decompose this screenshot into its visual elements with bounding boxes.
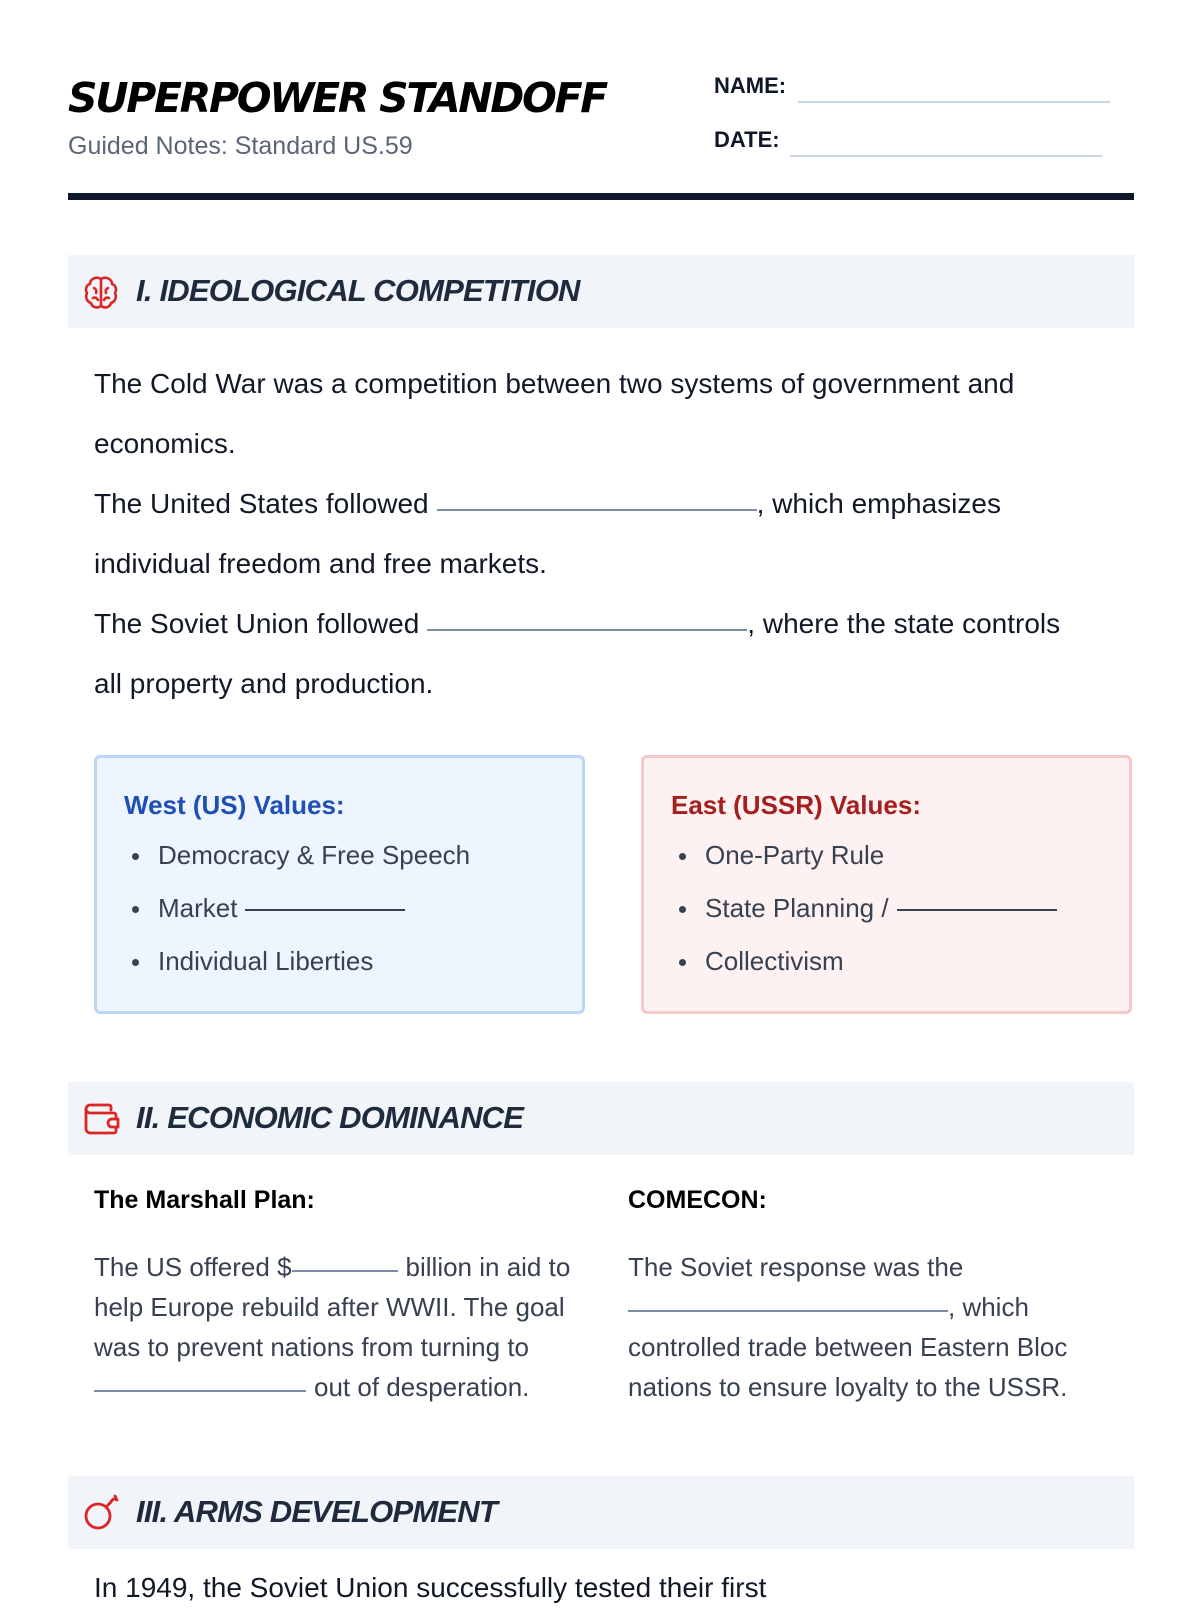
list-item: Market [124, 891, 470, 944]
wallet-icon [82, 1100, 120, 1138]
ussr-text-after: , where the state controls [747, 608, 1061, 639]
arms-line-1: In 1949, the Soviet Union successfully tested their first [94, 1572, 767, 1603]
west-values-list [124, 838, 470, 997]
us-text-before: The United States followed [94, 488, 429, 519]
date-label: DATE: [714, 127, 780, 152]
section-title: I. IDEOLOGICAL COMPETITION [136, 273, 580, 308]
header-divider [68, 193, 1134, 200]
state-planning-blank[interactable] [897, 909, 1057, 911]
aid-amount-blank[interactable] [292, 1270, 398, 1272]
us-system-continued: individual freedom and free markets. [94, 548, 547, 579]
comecon-heading: COMECON: [628, 1186, 767, 1214]
ussr-system-continued: all property and production. [94, 668, 434, 699]
us-system-sentence [94, 484, 1001, 524]
ussr-text-before: The Soviet Union followed [94, 608, 420, 639]
east-values-title: East (USSR) Values: [671, 790, 921, 820]
worksheet-page [68, 0, 1134, 1603]
marshall-plan-text [94, 1247, 570, 1407]
comecon-line-4: nations to ensure loyalty to the USSR. [628, 1372, 1068, 1402]
comecon-line-3: controlled trade between Eastern Bloc [628, 1332, 1068, 1362]
list-item: State Planning / [671, 891, 1057, 944]
market-blank[interactable] [245, 909, 405, 911]
list-item: Democracy & Free Speech [124, 838, 470, 891]
date-field[interactable] [790, 155, 1102, 157]
page-subtitle: Guided Notes: Standard US.59 [68, 132, 413, 160]
list-item: Collectivism [671, 944, 1057, 997]
section-title: II. ECONOMIC DOMINANCE [136, 1100, 524, 1135]
marshall-line-4: out of desperation. [94, 1367, 570, 1407]
intro-line-2: economics. [94, 428, 236, 459]
section-ideological-header [68, 255, 1134, 328]
marshall-line-1: The US offered $ billion in aid to [94, 1252, 571, 1282]
us-text-after: , which emphasizes [756, 488, 1001, 519]
section-economic-header [68, 1082, 1134, 1155]
ussr-system-blank[interactable] [427, 629, 747, 631]
comecon-name-blank[interactable] [628, 1310, 948, 1312]
bomb-icon [82, 1494, 120, 1532]
desperation-blank[interactable] [94, 1390, 306, 1392]
ussr-system-sentence [94, 604, 1060, 644]
name-field[interactable] [798, 101, 1110, 103]
name-label: NAME: [714, 73, 787, 98]
comecon-line-2: , which [628, 1287, 1067, 1327]
list-item: Individual Liberties [124, 944, 470, 997]
list-item: One-Party Rule [671, 838, 1057, 891]
east-values-box [641, 755, 1132, 1014]
east-values-list [671, 838, 1057, 997]
us-system-blank[interactable] [437, 509, 757, 511]
intro-line-1: The Cold War was a competition between two systems of government and [94, 368, 1015, 399]
marshall-line-2: help Europe rebuild after WWII. The goal [94, 1292, 565, 1322]
page-title: SUPERPOWER STANDOFF [68, 74, 606, 122]
marshall-line-3: was to prevent nations from turning to [94, 1332, 530, 1362]
comecon-line-1: The Soviet response was the [628, 1252, 964, 1282]
brain-icon [82, 273, 120, 311]
section-title: III. ARMS DEVELOPMENT [136, 1494, 497, 1529]
west-values-title: West (US) Values: [124, 790, 345, 820]
section-arms-header [68, 1476, 1134, 1549]
marshall-plan-heading: The Marshall Plan: [94, 1186, 315, 1214]
comecon-text [628, 1247, 1067, 1407]
west-values-box [94, 755, 585, 1014]
